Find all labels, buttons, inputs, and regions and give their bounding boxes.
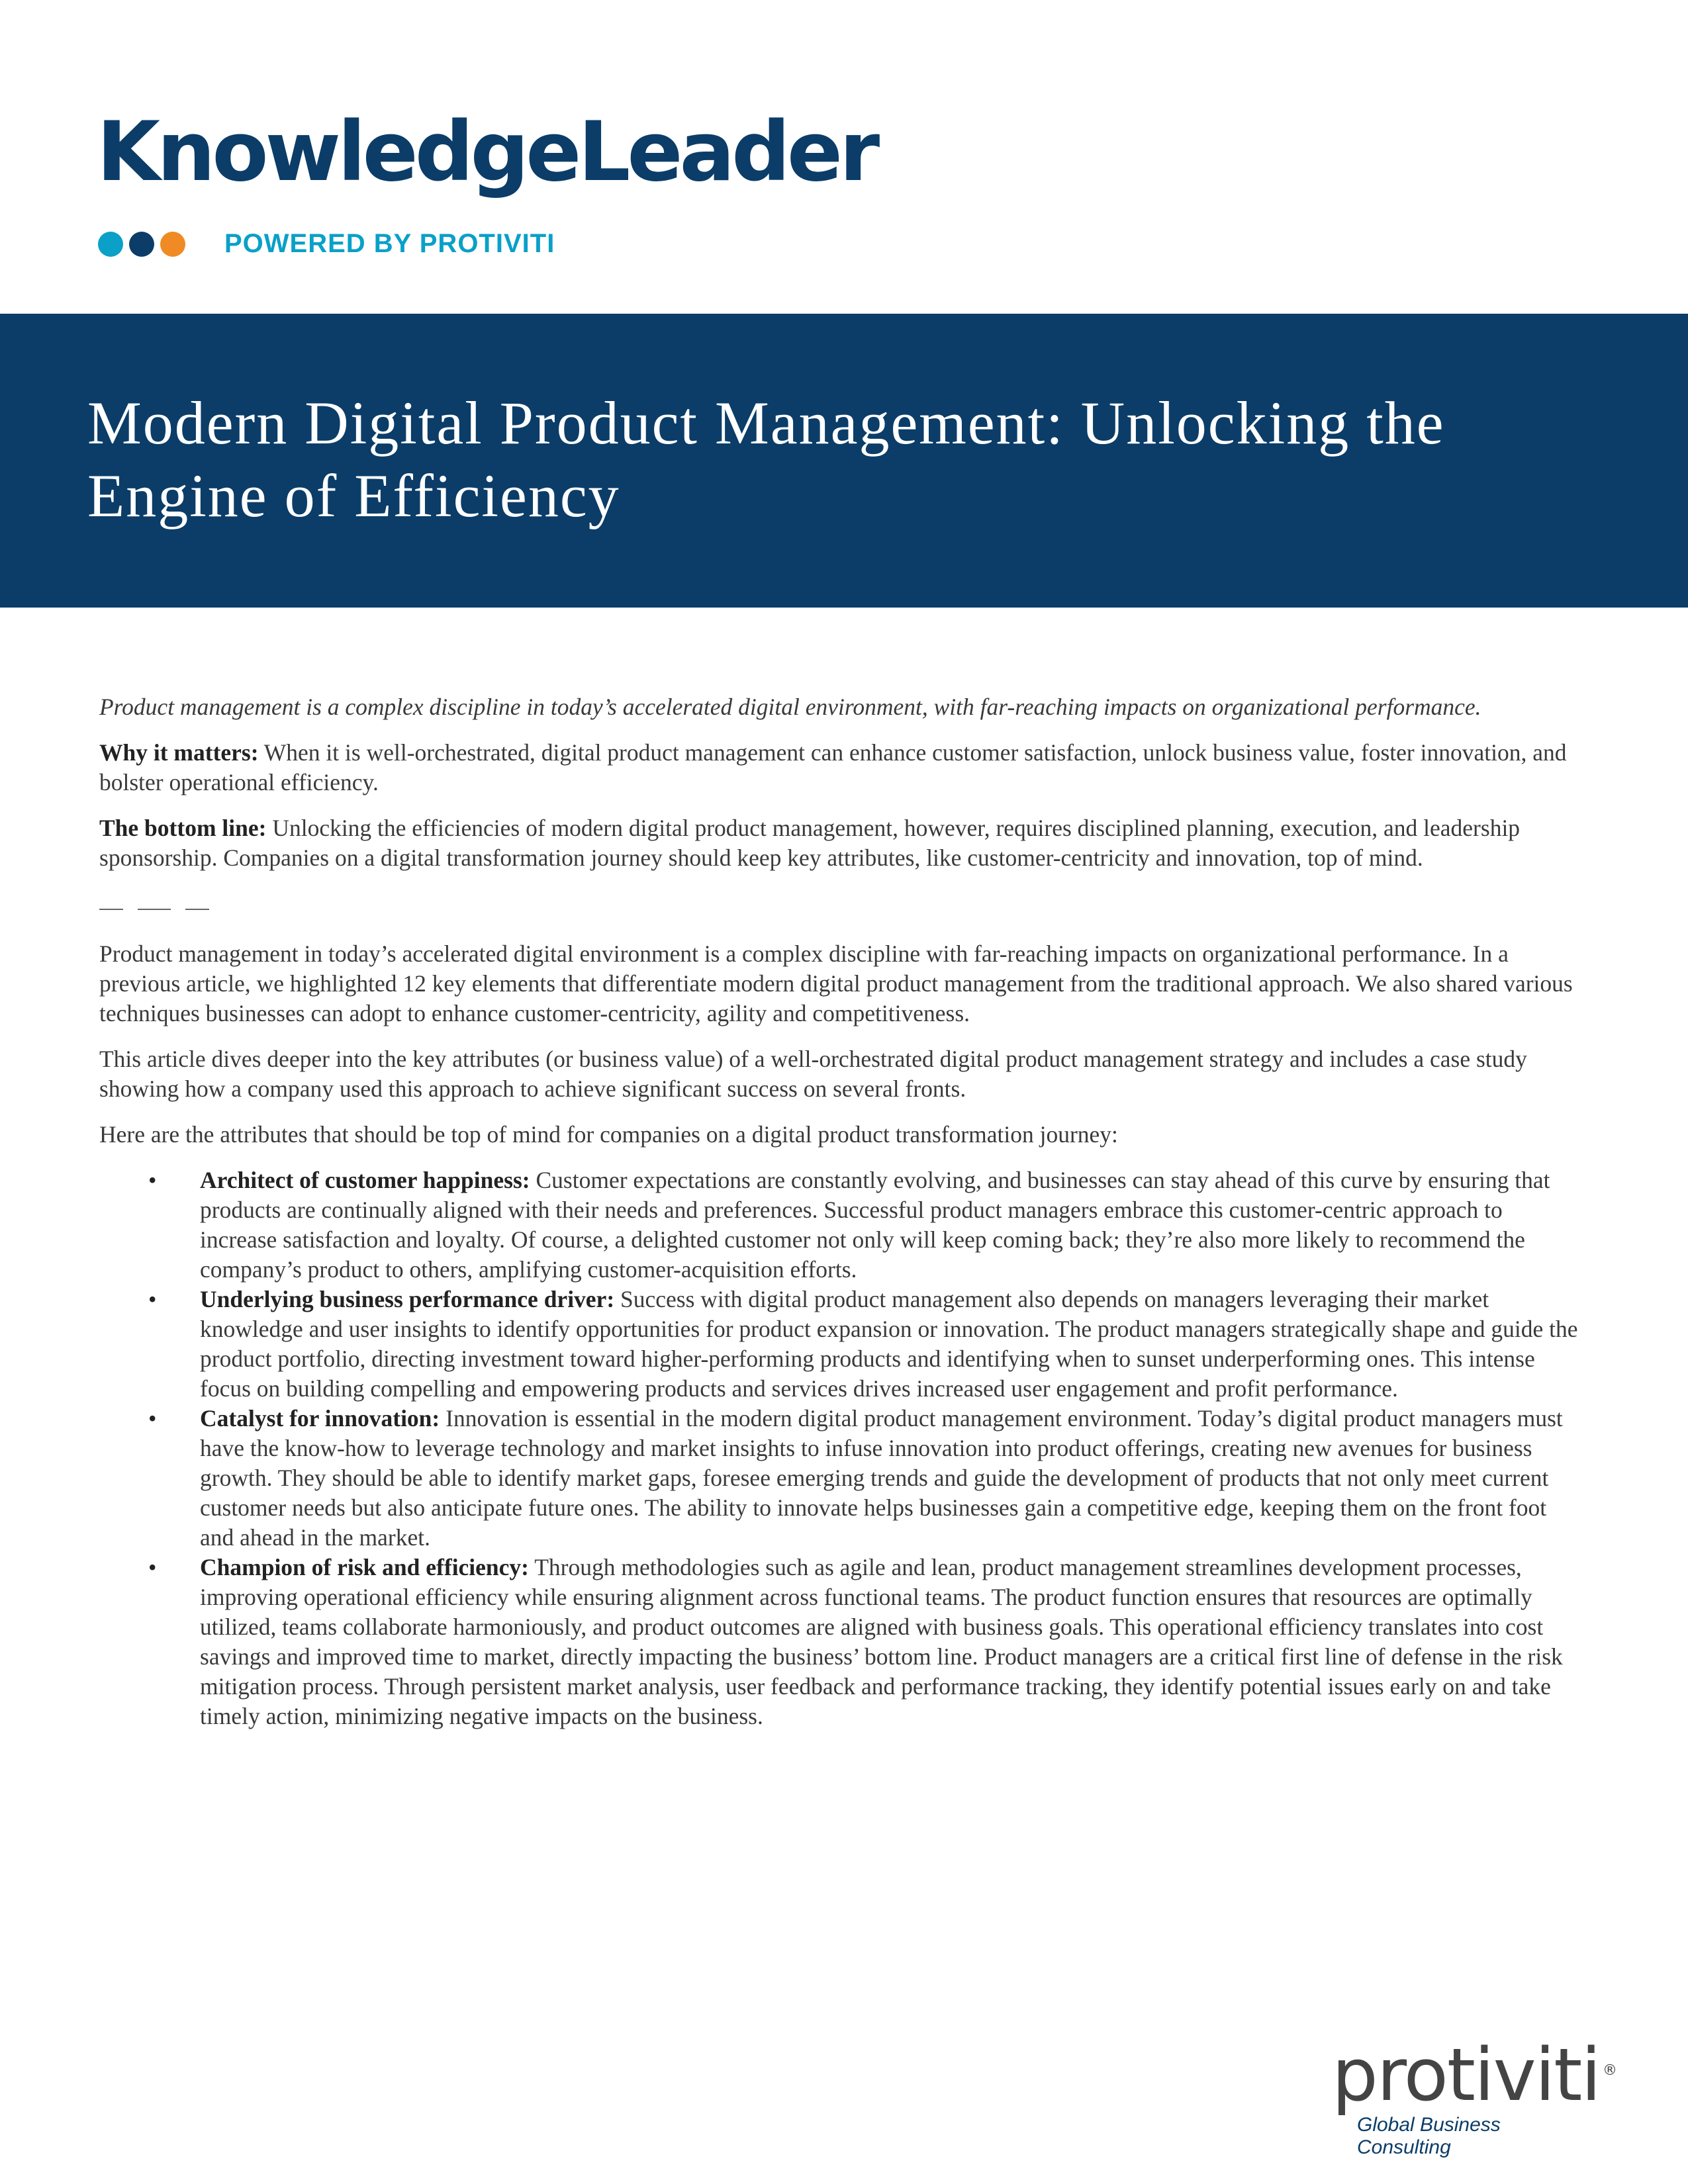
list-item — [200, 1165, 1582, 1285]
list-item — [200, 1285, 1582, 1404]
attribute-label: Architect of customer happiness: — [200, 1167, 530, 1193]
attribute-text: Innovation is essential in the modern digital product management environment. Today’s digital product managers must have the know-how to leverage technology and market insights to infuse innovation into product offerings, creating new avenues for business growth. They should be able to identify market gaps, foresee emerging trends and guide the development of products that not only meet current customer needs but also anticipate future ones. The ability to innovate helps businesses gain a competitive edge, keeping them on the front foot and ahead in the market. — [200, 1405, 1563, 1551]
list-item — [200, 1553, 1582, 1731]
divider-dash — [138, 909, 171, 910]
dot-icon-3 — [160, 232, 185, 257]
dot-icon-2 — [129, 232, 154, 257]
attribute-label: Catalyst for innovation: — [200, 1405, 440, 1432]
powered-by-line — [98, 229, 555, 259]
brand-title: KnowledgeLeader — [97, 105, 877, 200]
logo-word — [1332, 2032, 1616, 2117]
article-content — [99, 692, 1582, 1731]
why-it-matters-label: Why it matters: — [99, 739, 259, 766]
attribute-text: Success with digital product management also depends on managers leveraging their market knowledge and user insights to identify opportunities for product expansion or innovation. The product managers strategically shape and guide the product portfolio, directing investment toward higher-performing products and identifying when to sunset underperforming ones. This intense focus on building compelling and empowering products and services drives increased user engagement and profit performance. — [200, 1286, 1578, 1402]
bottom-line-label: The bottom line: — [99, 815, 267, 841]
bottom-line-paragraph — [99, 813, 1582, 873]
powered-by-text: POWERED BY PROTIVITI — [224, 229, 555, 258]
why-it-matters-text: When it is well-orchestrated, digital product management can enhance customer satisfaction, unlock business value, foster innovation, and bolster operational efficiency. — [99, 739, 1567, 796]
page-title: Modern Digital Product Management: Unlocking the Engine of Efficiency — [87, 389, 1445, 529]
why-it-matters-paragraph — [99, 738, 1582, 797]
attribute-text: Through methodologies such as agile and lean, product management streamlines development processes, improving operational efficiency while ensuring alignment across functional teams. The product function ensures that resources are optimally utilized, teams collaborate harmoniously, and product outcomes are aligned with business goals. This operational efficiency translates into cost savings and improved time to market, directly impacting the business’ bottom line. Product managers are a critical first line of defense in the risk mitigation process. Through persistent market analysis, user feedback and performance tracking, they identify potential issues early on and take timely action, minimizing negative impacts on the business. — [200, 1554, 1563, 1729]
registered-mark: ® — [1602, 2062, 1616, 2079]
body-paragraph-1: Product management in today’s accelerated digital environment is a complex discipline with far-reaching impacts on organizational performance. In a previous article, we highlighted 12 key elements that differentiate modern digital product management from the traditional approach. We also shared various techniques businesses can adopt to enhance customer-centricity, agility and competitiveness. — [99, 940, 1573, 1026]
logo-word-text: protiviti — [1332, 2032, 1600, 2117]
title-banner — [0, 314, 1688, 608]
brand-logo — [97, 105, 877, 200]
attribute-text: Customer expectations are constantly evolving, and businesses can stay ahead of this curve by ensuring that products are continually aligned with their needs and preferences. Successful product managers embrace this customer-centric approach to increase satisfaction and loyalty. Of course, a delighted customer not only will keep coming back; they’re also more likely to recommend the company’s product to others, amplifying customer-acquisition efforts. — [200, 1167, 1550, 1283]
list-item — [200, 1404, 1582, 1553]
lead-paragraph: Product management is a complex discipline in today’s accelerated digital environment, with far-reaching impacts on organizational performance. — [99, 694, 1481, 720]
protiviti-logo — [1332, 2032, 1616, 2159]
dot-icon-1 — [98, 232, 123, 257]
body-paragraph-2: This article dives deeper into the key attributes (or business value) of a well-orchestrated digital product management strategy and includes a case study showing how a company used this approach to achieve significant success on several fronts. — [99, 1046, 1527, 1102]
section-divider — [99, 906, 1582, 913]
attribute-label: Champion of risk and efficiency: — [200, 1554, 529, 1580]
divider-dash — [185, 909, 209, 910]
divider-dash — [99, 909, 123, 910]
bottom-line-text: Unlocking the efficiencies of modern digital product management, however, requires disciplined planning, execution, and leadership sponsorship. Companies on a digital transformation journey should keep key attributes, like customer-centricity and innovation, top of mind. — [99, 815, 1521, 871]
attribute-label: Underlying business performance driver: — [200, 1286, 615, 1312]
attributes-list — [99, 1165, 1582, 1731]
logo-tagline: Global Business Consulting — [1357, 2114, 1501, 2158]
body-paragraph-3: Here are the attributes that should be top of mind for companies on a digital product transformation journey: — [99, 1121, 1118, 1148]
